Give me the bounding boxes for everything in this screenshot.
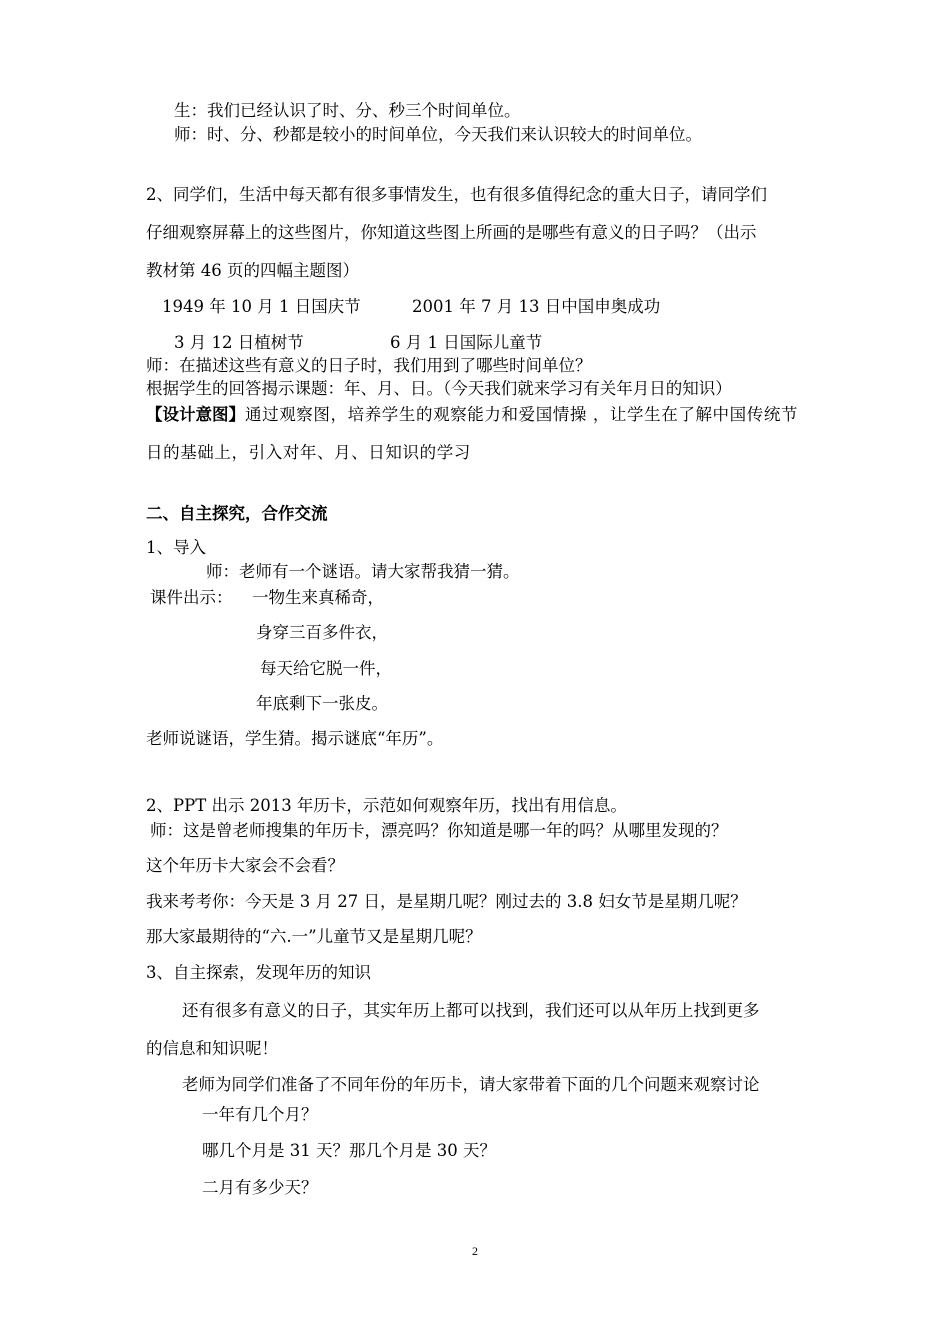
- text-line: 老师为同学们准备了不同年份的年历卡，请大家带着下面的几个问题来观察讨论: [182, 1075, 760, 1094]
- text-line: 师：老师有一个谜语。请大家帮我猜一猜。: [206, 562, 520, 581]
- subsection-heading: 3、自主探索，发现年历的知识: [146, 963, 371, 982]
- text-line: 仔细观察屏幕上的这些图片，你知道这些图上所画的是哪些有意义的日子吗？（出示: [146, 223, 757, 242]
- text-line: 日的基础上，引入对年、月、日知识的学习: [146, 443, 471, 462]
- text-line: 还有很多有意义的日子，其实年历上都可以找到，我们还可以从年历上找到更多: [182, 1001, 760, 1020]
- subsection-heading: 2、PPT 出示 2013 年历卡，示范如何观察年历，找出有用信息。: [146, 796, 627, 815]
- section-heading: 二、自主探究，合作交流: [146, 504, 328, 523]
- text-line: 老师说谜语，学生猜。揭示谜底“年历”。: [146, 729, 444, 748]
- riddle-line: 身穿三百多件衣，: [256, 623, 388, 642]
- subsection-heading: 1、导入: [146, 538, 206, 557]
- text-line: 教材第 46 页的四幅主题图）: [146, 261, 359, 280]
- question-line: 二月有多少天？: [202, 1178, 318, 1197]
- date-item: 2001 年 7 月 13 日中国申奥成功: [412, 297, 661, 316]
- text-line: 我来考考你：今天是 3 月 27 日，是星期几呢？刚过去的 3.8 妇女节是星期几呢？: [146, 892, 747, 911]
- text-line: 根据学生的回答揭示课题：年、月、日。（今天我们就来学习有关年月日的知识）: [146, 379, 732, 398]
- riddle-line: 一物生来真稀奇，: [252, 588, 384, 607]
- riddle-line: 年底剩下一张皮。: [256, 694, 388, 713]
- date-item: 1949 年 10 月 1 日国庆节: [162, 297, 361, 316]
- courseware-label: 课件出示：: [150, 588, 233, 607]
- design-intent-label: 【设计意图】: [146, 405, 245, 424]
- question-line: 哪几个月是 31 天？那几个月是 30 天？: [202, 1141, 496, 1160]
- text-line: 2、同学们，生活中每天都有很多事情发生，也有很多值得纪念的重大日子，请同学们: [146, 185, 767, 204]
- date-item: 3 月 12 日植树节: [174, 333, 304, 352]
- page-number: 2: [472, 1244, 478, 1258]
- text-line: 那大家最期待的“六.一”儿童节又是星期几呢？: [146, 927, 482, 946]
- design-intent-line: [146, 404, 798, 426]
- text-line: 师：在描述这些有意义的日子时，我们用到了哪些时间单位？: [146, 356, 592, 375]
- text-line: 这个年历卡大家会不会看？: [146, 856, 344, 875]
- date-item: 6 月 1 日国际儿童节: [390, 333, 543, 352]
- text-line: 师：这是曾老师搜集的年历卡，漂亮吗？你知道是哪一年的吗？从哪里发现的？: [150, 821, 728, 840]
- text-line: 的信息和知识呢！: [146, 1039, 278, 1058]
- text-line: 生：我们已经认识了时、分、秒三个时间单位。: [174, 101, 521, 120]
- text-line: 师：时、分、秒都是较小的时间单位，今天我们来认识较大的时间单位。: [174, 125, 702, 144]
- question-line: 一年有几个月？: [202, 1105, 318, 1124]
- design-intent-text: 通过观察图，培养学生的观察能力和爱国情操 ，让学生在了解中国传统节: [245, 405, 799, 424]
- riddle-line: 每天给它脱一件，: [260, 659, 392, 678]
